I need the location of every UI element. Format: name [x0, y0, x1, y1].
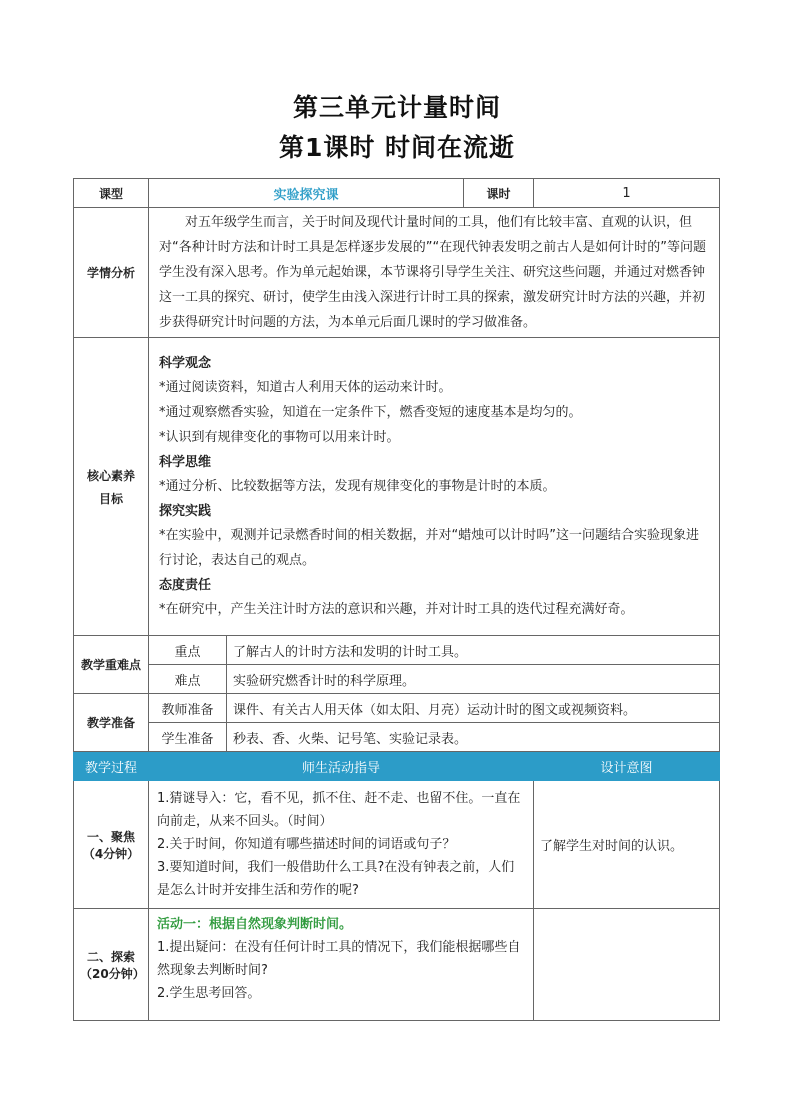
hard-label: 难点 — [149, 665, 227, 694]
focus-hard-row — [74, 665, 720, 694]
prep-teacher-row — [74, 694, 720, 723]
process-header-row — [74, 752, 720, 781]
goals-label-line-2: 目标 — [98, 491, 123, 506]
stage-focus-row — [74, 781, 720, 909]
process-col-stage: 教学过程 — [74, 752, 149, 781]
student-prep-label: 学生准备 — [149, 723, 227, 752]
hours-label: 课时 — [464, 179, 534, 208]
stage-time: （20分钟） — [80, 966, 145, 981]
stage-focus-steps — [149, 781, 534, 909]
type-label: 课型 — [74, 179, 149, 208]
stage-time: （4分钟） — [82, 846, 140, 861]
lesson-title: 第1课时 时间在流逝 — [278, 133, 516, 162]
stage-explore-intent — [534, 909, 720, 1021]
goal-heading-attitude: 态度责任 — [159, 578, 212, 593]
lesson-plan-table — [73, 178, 720, 1021]
stage-focus-label — [74, 781, 149, 909]
stage-explore-steps — [149, 909, 534, 1021]
goal-heading-concept: 科学观念 — [159, 356, 212, 371]
stage-explore-row — [74, 909, 720, 1021]
prep-label: 教学准备 — [74, 694, 149, 752]
unit-title: 第三单元计量时间 — [292, 93, 501, 122]
key-text: 了解古人的计时方法和发明的计时工具。 — [227, 636, 720, 665]
analysis-label: 学情分析 — [74, 208, 149, 338]
student-prep-text: 秒表、香、火柴、记号笔、实验记录表。 — [227, 723, 720, 752]
goal-heading-thinking: 科学思维 — [159, 455, 212, 470]
step-text: 1.提出疑问：在没有任何计时工具的情况下，我们能根据哪些自然现象去判断时间? — [157, 940, 521, 978]
step-text: 3.要知道时间，我们一般借助什么工具?在没有钟表之前，人们是怎么计时并安排生活和劳作的呢? — [157, 860, 515, 898]
step-text: 1.猜谜导入：它，看不见，抓不住、赶不走、也留不住。一直在向前走，从来不回头。（时间） — [157, 791, 521, 829]
stage-explore-label — [74, 909, 149, 1021]
key-label: 重点 — [149, 636, 227, 665]
hours-value: 1 — [534, 179, 720, 208]
goal-item: *在实验中，观测并记录燃香时间的相关数据，并对“蜡烛可以计时吗”这一问题结合实验现象进行讨论，表达自己的观点。 — [159, 528, 699, 568]
teacher-prep-text: 课件、有关古人用天体（如太阳、月亮）运动计时的图文或视频资料。 — [227, 694, 720, 723]
stage-name: 一、聚焦 — [86, 829, 135, 844]
hard-text: 实验研究燃香计时的科学原理。 — [227, 665, 720, 694]
type-value: 实验探究课 — [149, 179, 464, 208]
step-text: 2.学生思考回答。 — [157, 986, 261, 1001]
teacher-prep-label: 教师准备 — [149, 694, 227, 723]
goal-item: *在研究中，产生关注计时方法的意识和兴趣，并对计时工具的迭代过程充满好奇。 — [159, 602, 634, 617]
focus-label: 教学重难点 — [74, 636, 149, 694]
analysis-text: 对五年级学生而言，关于时间及现代计量时间的工具，他们有比较丰富、直观的认识，但对“各种计时方法和计时工具是怎样逐步发展的”“在现代钟表发明之前古人是如何计时的”等问题学生没有深入思考。作为单元起始课，本节课将引导学生关注、研究这些问题，并通过对燃香钟这一工具的探究、研讨，使学生由浅入深进行计时工具的探索，激发研究计时方法的兴趣，并初步获得研究计时问题的方法，为本单元后面几课时的学习做准备。 — [159, 215, 706, 330]
goals-label — [74, 338, 149, 636]
goal-item: *通过分析、比较数据等方法，发现有规律变化的事物是计时的本质。 — [159, 479, 556, 494]
stage-focus-intent: 了解学生对时间的认识。 — [534, 781, 720, 909]
step-text: 2.关于时间，你知道有哪些描述时间的词语或句子？ — [157, 837, 456, 852]
process-col-activities: 师生活动指导 — [149, 752, 534, 781]
goal-heading-practice: 探究实践 — [159, 504, 212, 519]
goal-item: *通过观察燃香实验，知道在一定条件下，燃香变短的速度基本是均匀的。 — [159, 405, 582, 420]
analysis-row — [74, 208, 720, 338]
goals-row — [74, 338, 720, 636]
prep-student-row — [74, 723, 720, 752]
process-col-intent: 设计意图 — [534, 752, 720, 781]
focus-key-row — [74, 636, 720, 665]
goal-item: *认识到有规律变化的事物可以用来计时。 — [159, 430, 400, 445]
goals-label-line-1: 核心素养 — [86, 468, 135, 483]
info-row — [74, 179, 720, 208]
activity-title: 活动一：根据自然现象判断时间。 — [157, 917, 353, 932]
goal-item: *通过阅读资料，知道古人利用天体的运动来计时。 — [159, 380, 452, 395]
stage-name: 二、探索 — [86, 949, 135, 964]
